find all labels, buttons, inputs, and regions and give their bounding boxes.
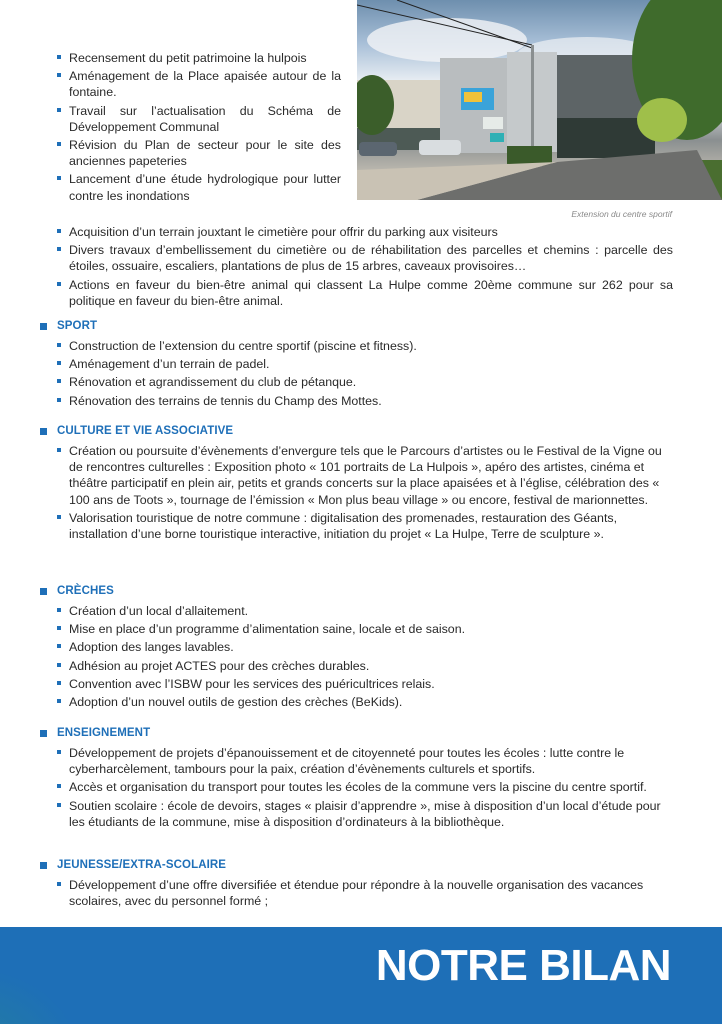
bullet-icon — [57, 229, 61, 233]
photo-illustration — [357, 0, 722, 200]
square-bullet-icon — [40, 862, 47, 869]
intro-list — [57, 50, 341, 206]
bullet-icon — [57, 282, 61, 286]
list-item: Divers travaux d’embellissement du cimetière ou de réhabilitation des parcelles et chemins : parcelle des étoiles, ossuaire, escaliers, plantations de plus de 15 arbres, caveaux provisoires… — [57, 242, 673, 274]
list-item: Convention avec l’ISBW pour les services des puéricultrices relais. — [57, 676, 674, 692]
list-item: Aménagement de la Place apaisée autour de la fontaine. — [57, 68, 341, 100]
bullet-icon — [57, 663, 61, 667]
bullet-icon — [57, 142, 61, 146]
bullet-icon — [57, 882, 61, 886]
list-item: Rénovation et agrandissement du club de pétanque. — [57, 374, 674, 390]
list-item: Aménagement d’un terrain de padel. — [57, 356, 674, 372]
list-item: Rénovation des terrains de tennis du Champ des Mottes. — [57, 393, 674, 409]
section-jeunesse — [40, 859, 674, 911]
bullet-icon — [57, 515, 61, 519]
bullet-icon — [57, 176, 61, 180]
list-item: Mise en place d’un programme d’alimentation saine, locale et de saison. — [57, 621, 674, 637]
section-creches — [40, 585, 674, 712]
bullet-icon — [57, 73, 61, 77]
footer-title: NOTRE BILAN — [375, 941, 671, 990]
sports-centre-photo — [357, 0, 722, 200]
bullet-icon — [57, 108, 61, 112]
bullet-icon — [57, 448, 61, 452]
square-bullet-icon — [40, 428, 47, 435]
bullet-icon — [57, 784, 61, 788]
list-item: Création ou poursuite d’évènements d’envergure tels que le Parcours d’artistes ou le Festival de la Vigne ou de rencontres culturelles : Exposition photo « 101 portraits de La Hulpois », apéro des artistes, cinéma et théâtre participatif en plein air, petits et grands concerts sur la place apaisées et à l’église, célébration des « 100 ans de Toots », tournage de l’émission « Mon plus beau village » ou encore, festival de marionnettes. — [57, 443, 674, 508]
continued-list — [57, 224, 673, 311]
list-item: Révision du Plan de secteur pour le site des anciennes papeteries — [57, 137, 341, 169]
section-sport — [40, 320, 674, 411]
bullet-icon — [57, 343, 61, 347]
bullet-icon — [57, 608, 61, 612]
bullet-icon — [57, 398, 61, 402]
list-item: Accès et organisation du transport pour toutes les écoles de la commune vers la piscine du centre sportif. — [57, 779, 674, 795]
section-heading: CULTURE ET VIE ASSOCIATIVE — [40, 425, 674, 437]
list-item: Adoption d’un nouvel outils de gestion des crèches (BeKids). — [57, 694, 674, 710]
list-item: Acquisition d’un terrain jouxtant le cimetière pour offrir du parking aux visiteurs — [57, 224, 673, 240]
list-item: Valorisation touristique de notre commune : digitalisation des promenades, restauration des Géants, installation d’une borne touristique interactive, initiation du projet « La Hulpe, Terre de sculpture ». — [57, 510, 674, 542]
bullet-icon — [57, 803, 61, 807]
list-item: Recensement du petit patrimoine la hulpois — [57, 50, 341, 66]
bullet-icon — [57, 750, 61, 754]
square-bullet-icon — [40, 588, 47, 595]
list-item: Développement de projets d’épanouissement et de citoyenneté pour toutes les écoles : lutte contre le cyberharcèlement, tambours pour la paix, création d’évènements culturels et sportifs. — [57, 745, 674, 777]
list-item: Lancement d’une étude hydrologique pour lutter contre les inondations — [57, 171, 341, 203]
section-heading: ENSEIGNEMENT — [40, 727, 674, 739]
list-item: Construction de l’extension du centre sportif (piscine et fitness). — [57, 338, 674, 354]
list-item: Développement d’une offre diversifiée et étendue pour répondre à la nouvelle organisation des vacances scolaires, avec du personnel formé ; — [57, 877, 674, 909]
list-item: Adhésion au projet ACTES pour des crèches durables. — [57, 658, 674, 674]
section-enseignement — [40, 727, 674, 832]
square-bullet-icon — [40, 323, 47, 330]
list-item: Création d’un local d’allaitement. — [57, 603, 674, 619]
bullet-icon — [57, 644, 61, 648]
photo-caption: Extension du centre sportif — [571, 209, 672, 219]
list-item: Actions en faveur du bien-être animal qui classent La Hulpe comme 20ème commune sur 262 pour sa politique en faveur du bien-être animal. — [57, 277, 673, 309]
bullet-icon — [57, 379, 61, 383]
section-heading: SPORT — [40, 320, 674, 332]
bullet-icon — [57, 681, 61, 685]
list-item: Soutien scolaire : école de devoirs, stages « plaisir d’apprendre », mise à disposition d’un local d’étude pour les étudiants de la commune, mise à disposition d’ordinateurs à la bibliothèque. — [57, 798, 674, 830]
footer-banner — [0, 927, 722, 1024]
list-item: Travail sur l’actualisation du Schéma de Développement Communal — [57, 103, 341, 135]
square-bullet-icon — [40, 730, 47, 737]
bullet-icon — [57, 361, 61, 365]
section-heading: CRÈCHES — [40, 585, 674, 597]
bullet-icon — [57, 699, 61, 703]
bullet-icon — [57, 247, 61, 251]
bullet-icon — [57, 55, 61, 59]
list-item: Adoption des langes lavables. — [57, 639, 674, 655]
section-heading: JEUNESSE/EXTRA-SCOLAIRE — [40, 859, 674, 871]
section-culture — [40, 425, 674, 544]
decorative-glow — [0, 967, 80, 1024]
bullet-icon — [57, 626, 61, 630]
